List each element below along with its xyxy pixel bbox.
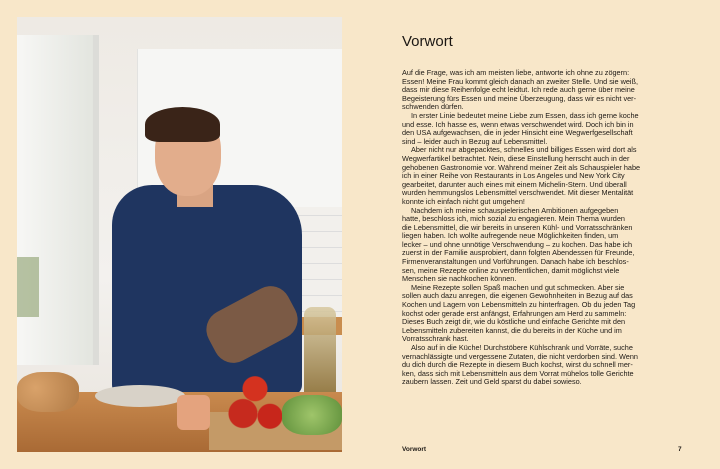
text-line: ken, dass sich mit Lebensmitteln aus dem Vorrat mühelos tolle Gerichte	[402, 368, 634, 378]
text-line: Begeisterung fürs Essen und meine Überzeugung, dass wir es nicht ver-	[402, 93, 637, 103]
tomatoes	[222, 375, 282, 430]
text-line: hatte, beschloss ich, mich sozial zu engagieren. Mein Thema wurden	[402, 214, 625, 224]
footer-section: Vorwort	[402, 446, 427, 453]
text-line: In erster Linie bedeutet meine Liebe zum Essen, dass ich gerne koche	[411, 110, 639, 120]
text-line: zaubern lassen. Zeit und Geld sparst du dabei sowieso.	[402, 377, 582, 387]
text-line: und esse. Ich hasse es, wenn etwas verschwendet wird. Doch ich bin in	[402, 119, 634, 129]
text-line: konnte ich einfach nicht gut umgehen!	[402, 196, 525, 206]
text-line: zuerst in der Familie ausprobiert, dann folgten Abendessen für Freunde,	[402, 248, 635, 258]
text-line: gearbeitet, darunter auch eines mit einem Michelin-Stern. Und überall	[402, 179, 627, 189]
text-line: sen, meine Rezepte online zu veröffentlichen, damit möglichst viele	[402, 265, 620, 275]
text-line: vernachlässigte und vergessene Zutaten, die nicht verdorben sind. Wenn	[402, 351, 638, 361]
text-line: du dich durch die Rezepte in diesem Buch kochst, wirst du schnell mer-	[402, 360, 633, 370]
text-line: sind – leider auch in Bezug auf Lebensmittel.	[402, 136, 548, 146]
photo-chef-in-kitchen	[17, 17, 342, 452]
text-line: Vorratsschrank hast.	[402, 334, 469, 344]
text-line: Dieses Buch zeigt dir, wie du köstliche und einfache Gerichte mit den	[402, 317, 626, 327]
body-text	[402, 69, 692, 387]
text-line: gehobenen Gastronomie vor. Während meiner Zeit als Schauspieler habe	[402, 162, 641, 172]
text-line: Lebensmitteln zubereiten kannst, die du bereits in der Küche und im	[402, 325, 622, 335]
text-line: Kochen und Lagern von Lebensmitteln zu hinterfragen. Ob du jeden Tag	[402, 300, 636, 310]
text-line: Aber nicht nur abgepacktes, schnelles und billiges Essen wird dort als	[411, 145, 637, 155]
paragraph	[402, 284, 692, 344]
text-line: Wegwerfartikel betrachtet. Nein, diese Einstellung herrscht auch in der	[402, 153, 630, 163]
text-line: Firmenveranstaltungen und Vorführungen. Danach habe ich beschlos-	[402, 257, 629, 267]
text-line: den USA aufgewachsen, die in jeder Hinsicht eine Wegwerfgesellschaft	[402, 128, 633, 138]
text-line: Menschen sie nachkochen können.	[402, 274, 517, 284]
greens	[282, 395, 342, 435]
text-line: wurden hemmungslos Lebensmittel verschwendet. Mit dieser Mentalität	[402, 188, 634, 198]
window-greenery	[17, 257, 39, 317]
page-title: Vorwort	[402, 33, 453, 50]
paragraph	[402, 112, 692, 146]
text-line: Meine Rezepte sollen Spaß machen und gut schmecken. Aber sie	[411, 282, 625, 292]
hair	[145, 107, 220, 142]
paragraph	[402, 344, 692, 387]
text-line: dass mir diese Reihenfolge echt leidtut. Ich rede auch gerne über meine	[402, 85, 635, 95]
text-line: Also auf in die Küche! Durchstöbere Kühlschrank und Vorräte, suche	[411, 343, 633, 352]
text-line: Essen! Meine Frau kommt gleich danach an zweiter Stelle. Und sie weiß,	[402, 76, 639, 86]
text-line: kochst oder gerade erst anfängst, Erfahrungen am Herd zu sammeln:	[402, 308, 627, 318]
paragraph	[402, 69, 692, 112]
text-line: Nachdem ich meine schauspielerischen Ambitionen aufgegeben	[411, 205, 619, 215]
text-line: die Lebensmittel, die wir bereits in unseren Kühl- und Vorratsschränken	[402, 222, 633, 232]
sauce-jar	[177, 395, 210, 430]
text-line: schwenden dürfen.	[402, 102, 464, 112]
text-line: ich in einer Reihe von Restaurants in Los Angeles und New York City	[402, 171, 625, 181]
text-line: lecker – und ohne unnötige Verschwendung – zu kochen. Das habe ich	[402, 239, 633, 249]
paragraph	[402, 146, 692, 206]
buns	[17, 372, 79, 412]
text-line: sollen auch dazu anregen, die eigenen Gewohnheiten in Bezug auf das	[402, 291, 633, 301]
plate	[95, 385, 185, 407]
paragraph	[402, 207, 692, 284]
text-line: Auf die Frage, was ich am meisten liebe, antworte ich ohne zu zögern:	[402, 68, 630, 77]
text-line: liegen haben. Ich wollte aufregende neue Möglichkeiten finden, um	[402, 231, 619, 241]
page-number: 7	[678, 446, 682, 453]
